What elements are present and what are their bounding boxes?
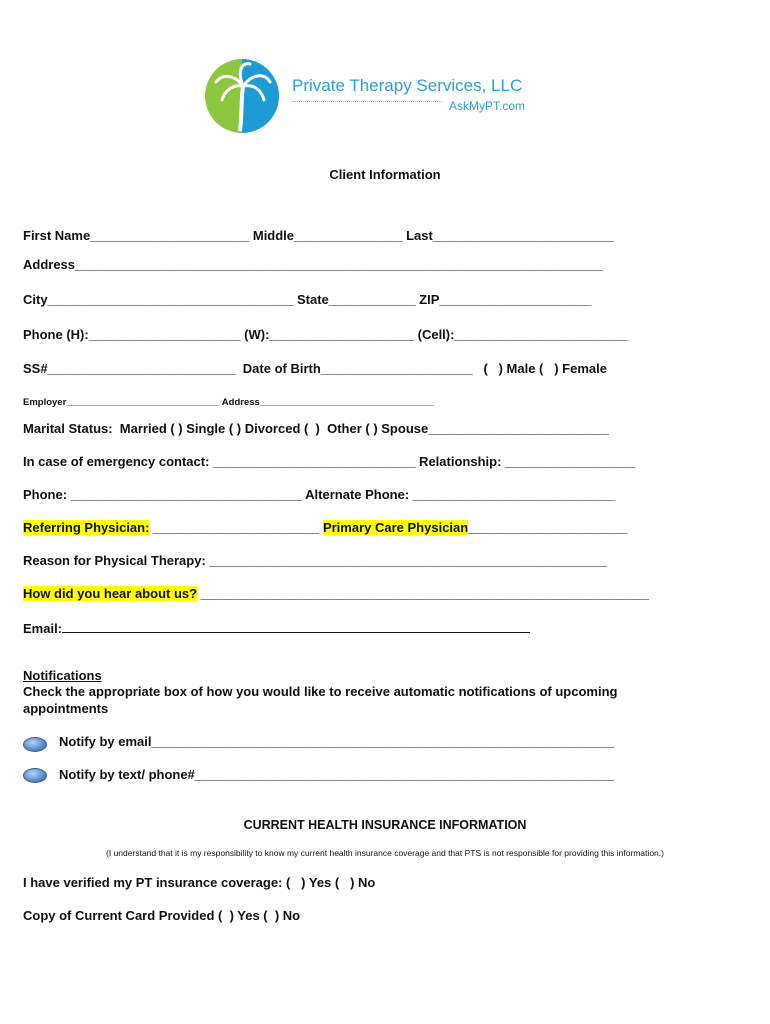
referral-source-label: How did you hear about us?	[23, 586, 198, 601]
form-title: Client Information	[329, 167, 441, 182]
insurance-card-field: Copy of Current Card Provided ( ) Yes ( ) No	[23, 908, 301, 923]
reason-for-therapy-field: Reason for Physical Therapy: _______________________________________________________	[23, 553, 608, 568]
phone-alternate-fields: Phone: ________________________________ Alternate Phone: ____________________________	[23, 487, 616, 502]
palm-tree-icon	[204, 56, 280, 136]
primary-care-physician-blank: ______________________	[468, 520, 628, 535]
insurance-disclaimer: (I understand that it is my responsibility to know my current health insurance coverage and that PTS is not responsible for providing this information.)	[106, 848, 664, 858]
notify-text-option: Notify by text/ phone#__________________________________________________________	[59, 767, 615, 782]
phone-fields: Phone (H):_____________________ (W):____________________ (Cell):________________________	[23, 327, 628, 342]
notifications-heading: Notifications	[23, 668, 102, 683]
employer-fields: Employer_____________________________ Address_________________________________	[23, 397, 435, 408]
marital-status-fields: Marital Status: Married ( ) Single ( ) Divorced ( ) Other ( ) Spouse_________________________	[23, 421, 609, 436]
notify-email-option: Notify by email________________________________________________________________	[59, 734, 615, 749]
notify-email-checkbox[interactable]	[23, 737, 47, 752]
company-logo	[204, 56, 534, 138]
address-field: Address_________________________________________________________________________	[23, 257, 603, 272]
email-field	[23, 620, 530, 637]
email-label: Email:	[23, 621, 63, 636]
notify-text-checkbox[interactable]	[23, 768, 47, 783]
company-website: AskMyPT.com	[449, 99, 526, 113]
physician-fields	[23, 520, 627, 536]
notifications-instruction-cont: appointments	[23, 701, 109, 716]
primary-care-physician-label: Primary Care Physician	[322, 520, 469, 535]
insurance-heading: CURRENT HEALTH INSURANCE INFORMATION	[243, 818, 527, 832]
insurance-verified-field: I have verified my PT insurance coverage: ( ) Yes ( ) No	[23, 875, 376, 890]
city-state-zip-fields: City__________________________________ State____________ ZIP_____________________	[23, 292, 592, 307]
referring-physician-label: Referring Physician:	[23, 520, 150, 535]
notifications-instruction: Check the appropriate box of how you would like to receive automatic notifications of upcoming	[23, 684, 618, 699]
email-underline	[62, 620, 530, 633]
logo-divider	[292, 101, 442, 102]
referral-source-blank: ______________________________________________________________	[197, 586, 649, 601]
emergency-contact-fields: In case of emergency contact: ____________________________ Relationship: __________________	[23, 454, 636, 469]
name-fields: First Name______________________ Middle_______________ Last_________________________	[23, 228, 614, 243]
ss-dob-gender-fields: SS#__________________________ Date of Birth_____________________ ( ) Male ( ) Female	[23, 361, 607, 376]
company-name: Private Therapy Services, LLC	[292, 76, 523, 95]
referral-source-field	[23, 586, 649, 602]
referring-physician-blank: _______________________	[149, 520, 323, 535]
